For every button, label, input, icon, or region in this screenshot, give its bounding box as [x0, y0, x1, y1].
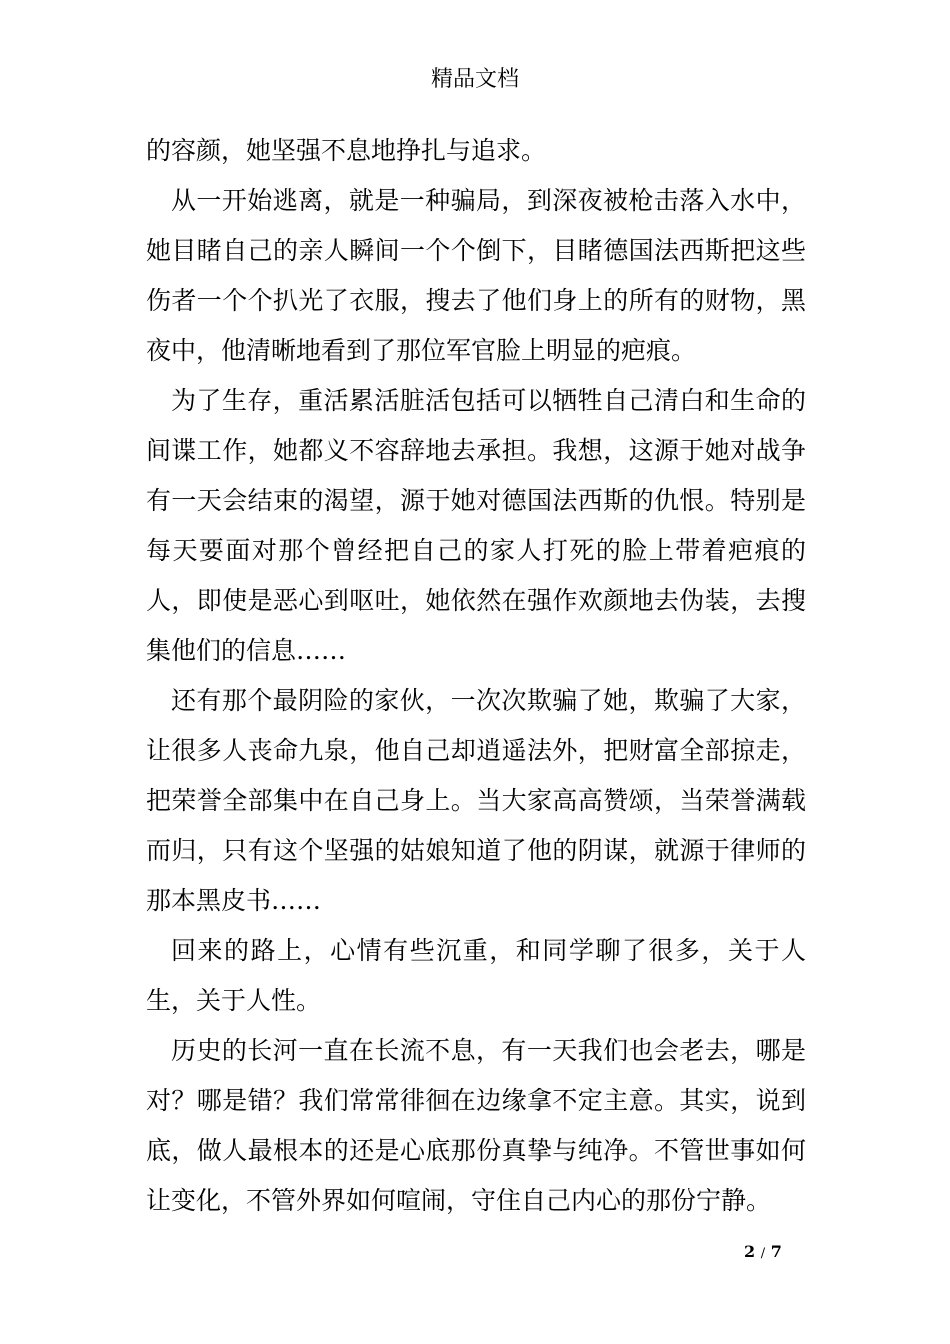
page-header: 精品文档	[430, 67, 519, 92]
document-body	[146, 126, 806, 1226]
total-pages: 7	[770, 1242, 782, 1261]
paragraph: 历史的长河一直在长流不息，有一天我们也会老去，哪是对？哪是错？我们常常徘徊在边缘拿不定主意。其实，说到底，做人最根本的还是心底那份真挚与纯净。不管世事如何让变化，不管外界如何喧闹，守住自己内心的那份宁静。	[146, 1036, 806, 1215]
paragraph: 还有那个最阴险的家伙，一次次欺骗了她，欺骗了大家，让很多人丧命九泉，他自己却逍遥法外，把财富全部掠走，把荣誉全部集中在自己身上。当大家高高赞颂，当荣誉满载而归，只有这个坚强的姑娘知道了他的阴谋，就源于律师的那本黑皮书……	[146, 686, 806, 915]
page-number	[744, 1240, 782, 1266]
paragraph: 回来的路上，心情有些沉重，和同学聊了很多，关于人生，关于人性。	[146, 936, 806, 1015]
paragraph: 的容颜，她坚强不息地挣扎与追求。	[146, 136, 547, 165]
page-separator: /	[760, 1246, 766, 1261]
paragraph: 从一开始逃离，就是一种骗局，到深夜被枪击落入水中，她目睹自己的亲人瞬间一个个倒下，目睹德国法西斯把这些伤者一个个扒光了衣服，搜去了他们身上的所有的财物，黑夜中，他清晰地看到了那位军官脸上明显的疤痕。	[146, 186, 806, 365]
paragraph: 为了生存，重活累活脏活包括可以牺牲自己清白和生命的间谍工作，她都义不容辞地去承担。我想，这源于她对战争有一天会结束的渴望，源于她对德国法西斯的仇恨。特别是每天要面对那个曾经把自己的家人打死的脸上带着疤痕的人，即使是恶心到呕吐，她依然在强作欢颜地去伪装，去搜集他们的信息……	[146, 386, 806, 665]
current-page: 2	[744, 1242, 756, 1261]
